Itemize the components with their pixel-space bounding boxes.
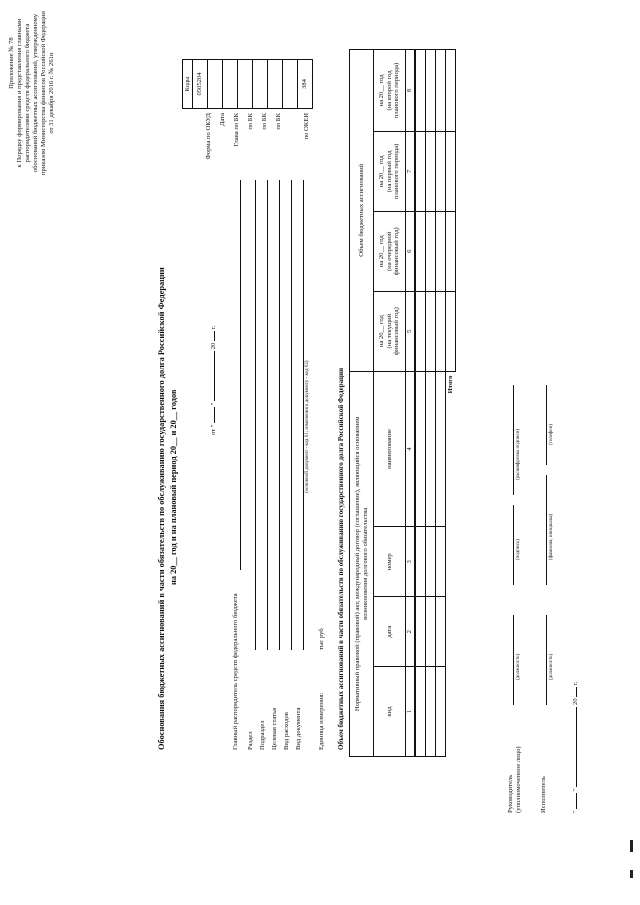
- head-label-sub: (уполномоченное лицо): [515, 746, 522, 813]
- subsection-label: Подраздел: [259, 720, 266, 750]
- col-first-plan-l3: планового периода): [393, 143, 401, 200]
- date-line: [210, 326, 218, 435]
- main-manager-line: [240, 180, 241, 570]
- executor-phone-line: [546, 385, 547, 465]
- col-current-year-l1: на 20__ год: [378, 315, 386, 348]
- codes-table: [182, 59, 313, 109]
- expense-type-line: [291, 180, 292, 650]
- col-next-year: [374, 211, 406, 291]
- executor-label: Исполнитель: [540, 776, 547, 813]
- col-current-year-l3: финансовый год): [393, 307, 401, 356]
- total-cell-8: [446, 50, 456, 132]
- label-date: Дата: [219, 113, 226, 127]
- col-num-2: 2: [406, 597, 416, 667]
- total-cell-5: [446, 291, 456, 371]
- head-position-line: [513, 615, 514, 705]
- code-bk-2: [253, 60, 268, 109]
- total-label: Итого: [446, 371, 456, 756]
- date-mid: ": [210, 402, 217, 406]
- col-first-plan-year: [374, 131, 406, 211]
- col-first-plan-l1: на 20__ год: [378, 155, 386, 188]
- table-row: [426, 50, 436, 757]
- date-suffix: г.: [210, 325, 217, 330]
- col-num-8: 8: [406, 50, 416, 132]
- section-line: [255, 180, 256, 650]
- total-cell-6: [446, 211, 456, 291]
- section-label: Раздел: [247, 731, 254, 750]
- col-second-plan-l1: на 20__ год: [378, 74, 386, 107]
- label-okei: по ОКЕИ: [303, 113, 310, 140]
- col-next-year-l2: (на очередной: [385, 231, 393, 272]
- target-article-label: Целевая статья: [271, 707, 278, 750]
- appendix-line: Приложение № 78: [8, 37, 15, 89]
- appendix-line: от 31 декабря 2016 г. № 261н: [48, 52, 55, 134]
- col-second-plan-l3: планового периода): [393, 62, 401, 119]
- col-kind: вид: [374, 667, 406, 757]
- col-current-year: [374, 291, 406, 371]
- col-number: номер: [374, 527, 406, 597]
- date-year: 20: [210, 342, 217, 350]
- executor-position-line: [546, 615, 547, 705]
- table-caption: Объем бюджетных ассигнований в части обязательств по обслуживанию государственного долга Российской Федерации: [337, 367, 345, 750]
- form-title: Обоснования бюджетных ассигнований в части обязательств по обслуживанию государственного долга Российской Федерации: [157, 267, 166, 750]
- legal-act-header: Нормативный правовой (правовой) акт, международный договор (соглашение), являющийся основанием возникновения долгового обязательства: [350, 371, 374, 756]
- sign-date-year: 20: [572, 698, 579, 705]
- subsection-line: [267, 180, 268, 650]
- label-okud: Форма по ОКУД: [205, 113, 212, 160]
- expense-type-label: Вид расходов: [283, 712, 290, 750]
- executor-position-caption: (должность): [549, 653, 554, 680]
- date-prefix: от ": [210, 424, 217, 435]
- main-manager-label: Главный распорядитель средств федерального бюджета: [232, 593, 239, 750]
- codes-header: Коды: [183, 60, 193, 109]
- head-signature-caption: (подпись): [516, 539, 521, 560]
- col-num-3: 3: [406, 527, 416, 597]
- appendix-block: [8, 11, 56, 175]
- total-row: [446, 50, 456, 757]
- head-label: Руководитель: [507, 774, 514, 813]
- executor-name-line: [546, 475, 547, 585]
- appendix-line: обоснований бюджетных ассигнований, утвержденному: [32, 13, 39, 173]
- table-row: [415, 50, 426, 757]
- col-num-4: 4: [406, 371, 416, 527]
- col-name: наименование: [374, 371, 406, 527]
- code-chapter: [223, 60, 238, 109]
- appendix-line: распорядителями средств федерального бюджета: [24, 23, 31, 163]
- label-bk-3: по БК: [275, 113, 282, 130]
- col-num-5: 5: [406, 291, 416, 371]
- code-okei: 384: [298, 60, 313, 109]
- total-cell-7: [446, 131, 456, 211]
- head-position-caption: (должность): [516, 653, 521, 680]
- unit-label: Единица измерения:: [318, 692, 325, 750]
- col-num-1: 1: [406, 667, 416, 757]
- scan-mark: [630, 870, 633, 878]
- volume-header: Объем бюджетных ассигнований: [350, 50, 374, 372]
- col-first-plan-l2: (на первый год: [385, 150, 393, 193]
- sign-date-mid: ": [572, 788, 579, 791]
- col-num-6: 6: [406, 211, 416, 291]
- appendix-line: к Порядку формирования и представления главными: [16, 18, 23, 168]
- scan-mark: [630, 840, 633, 852]
- col-second-plan-l2: (на второй год: [385, 70, 393, 111]
- col-date: дата: [374, 597, 406, 667]
- codes-labels: [205, 113, 317, 169]
- code-date: [208, 60, 223, 109]
- code-okud: 0505204: [193, 60, 208, 109]
- sign-date-suffix: г.: [572, 681, 579, 686]
- col-current-year-l2: (на текущий: [385, 313, 393, 349]
- table-row: [436, 50, 446, 757]
- sign-date: [572, 681, 580, 813]
- label-bk-1: по БК: [247, 113, 254, 130]
- code-bk-3: [268, 60, 283, 109]
- target-article-line: [279, 180, 280, 650]
- label-bk-2: по БК: [261, 113, 268, 130]
- col-next-year-l1: на 20__ год: [378, 235, 386, 268]
- form-subtitle: на 20__ год и на плановый период 20__ и 20__ годов: [169, 389, 178, 585]
- obligations-table: [349, 49, 456, 757]
- col-next-year-l3: финансовый год): [393, 227, 401, 276]
- doc-type-label: Вид документа: [295, 707, 302, 750]
- code-empty: [283, 60, 298, 109]
- appendix-line: приказом Министерства финансов Российской Федерации: [40, 11, 47, 175]
- head-decode-caption: (расшифровка подписи): [516, 428, 521, 480]
- doc-type-hint: (основной документ - код 01; изменения к документу - код 02): [305, 360, 310, 493]
- col-second-plan-year: [374, 50, 406, 132]
- executor-phone-caption: (телефон): [549, 424, 554, 445]
- code-bk-1: [238, 60, 253, 109]
- label-chapter: Глава по БК: [233, 113, 240, 147]
- doc-type-line: [303, 180, 304, 650]
- label-empty: [289, 113, 303, 169]
- sign-date-prefix: ": [572, 810, 579, 813]
- head-decode-line: [513, 385, 514, 495]
- executor-name-caption: (фамилия, инициалы): [549, 513, 554, 560]
- col-num-7: 7: [406, 131, 416, 211]
- head-signature-line: [513, 505, 514, 585]
- unit-value: тыс руб: [318, 628, 325, 650]
